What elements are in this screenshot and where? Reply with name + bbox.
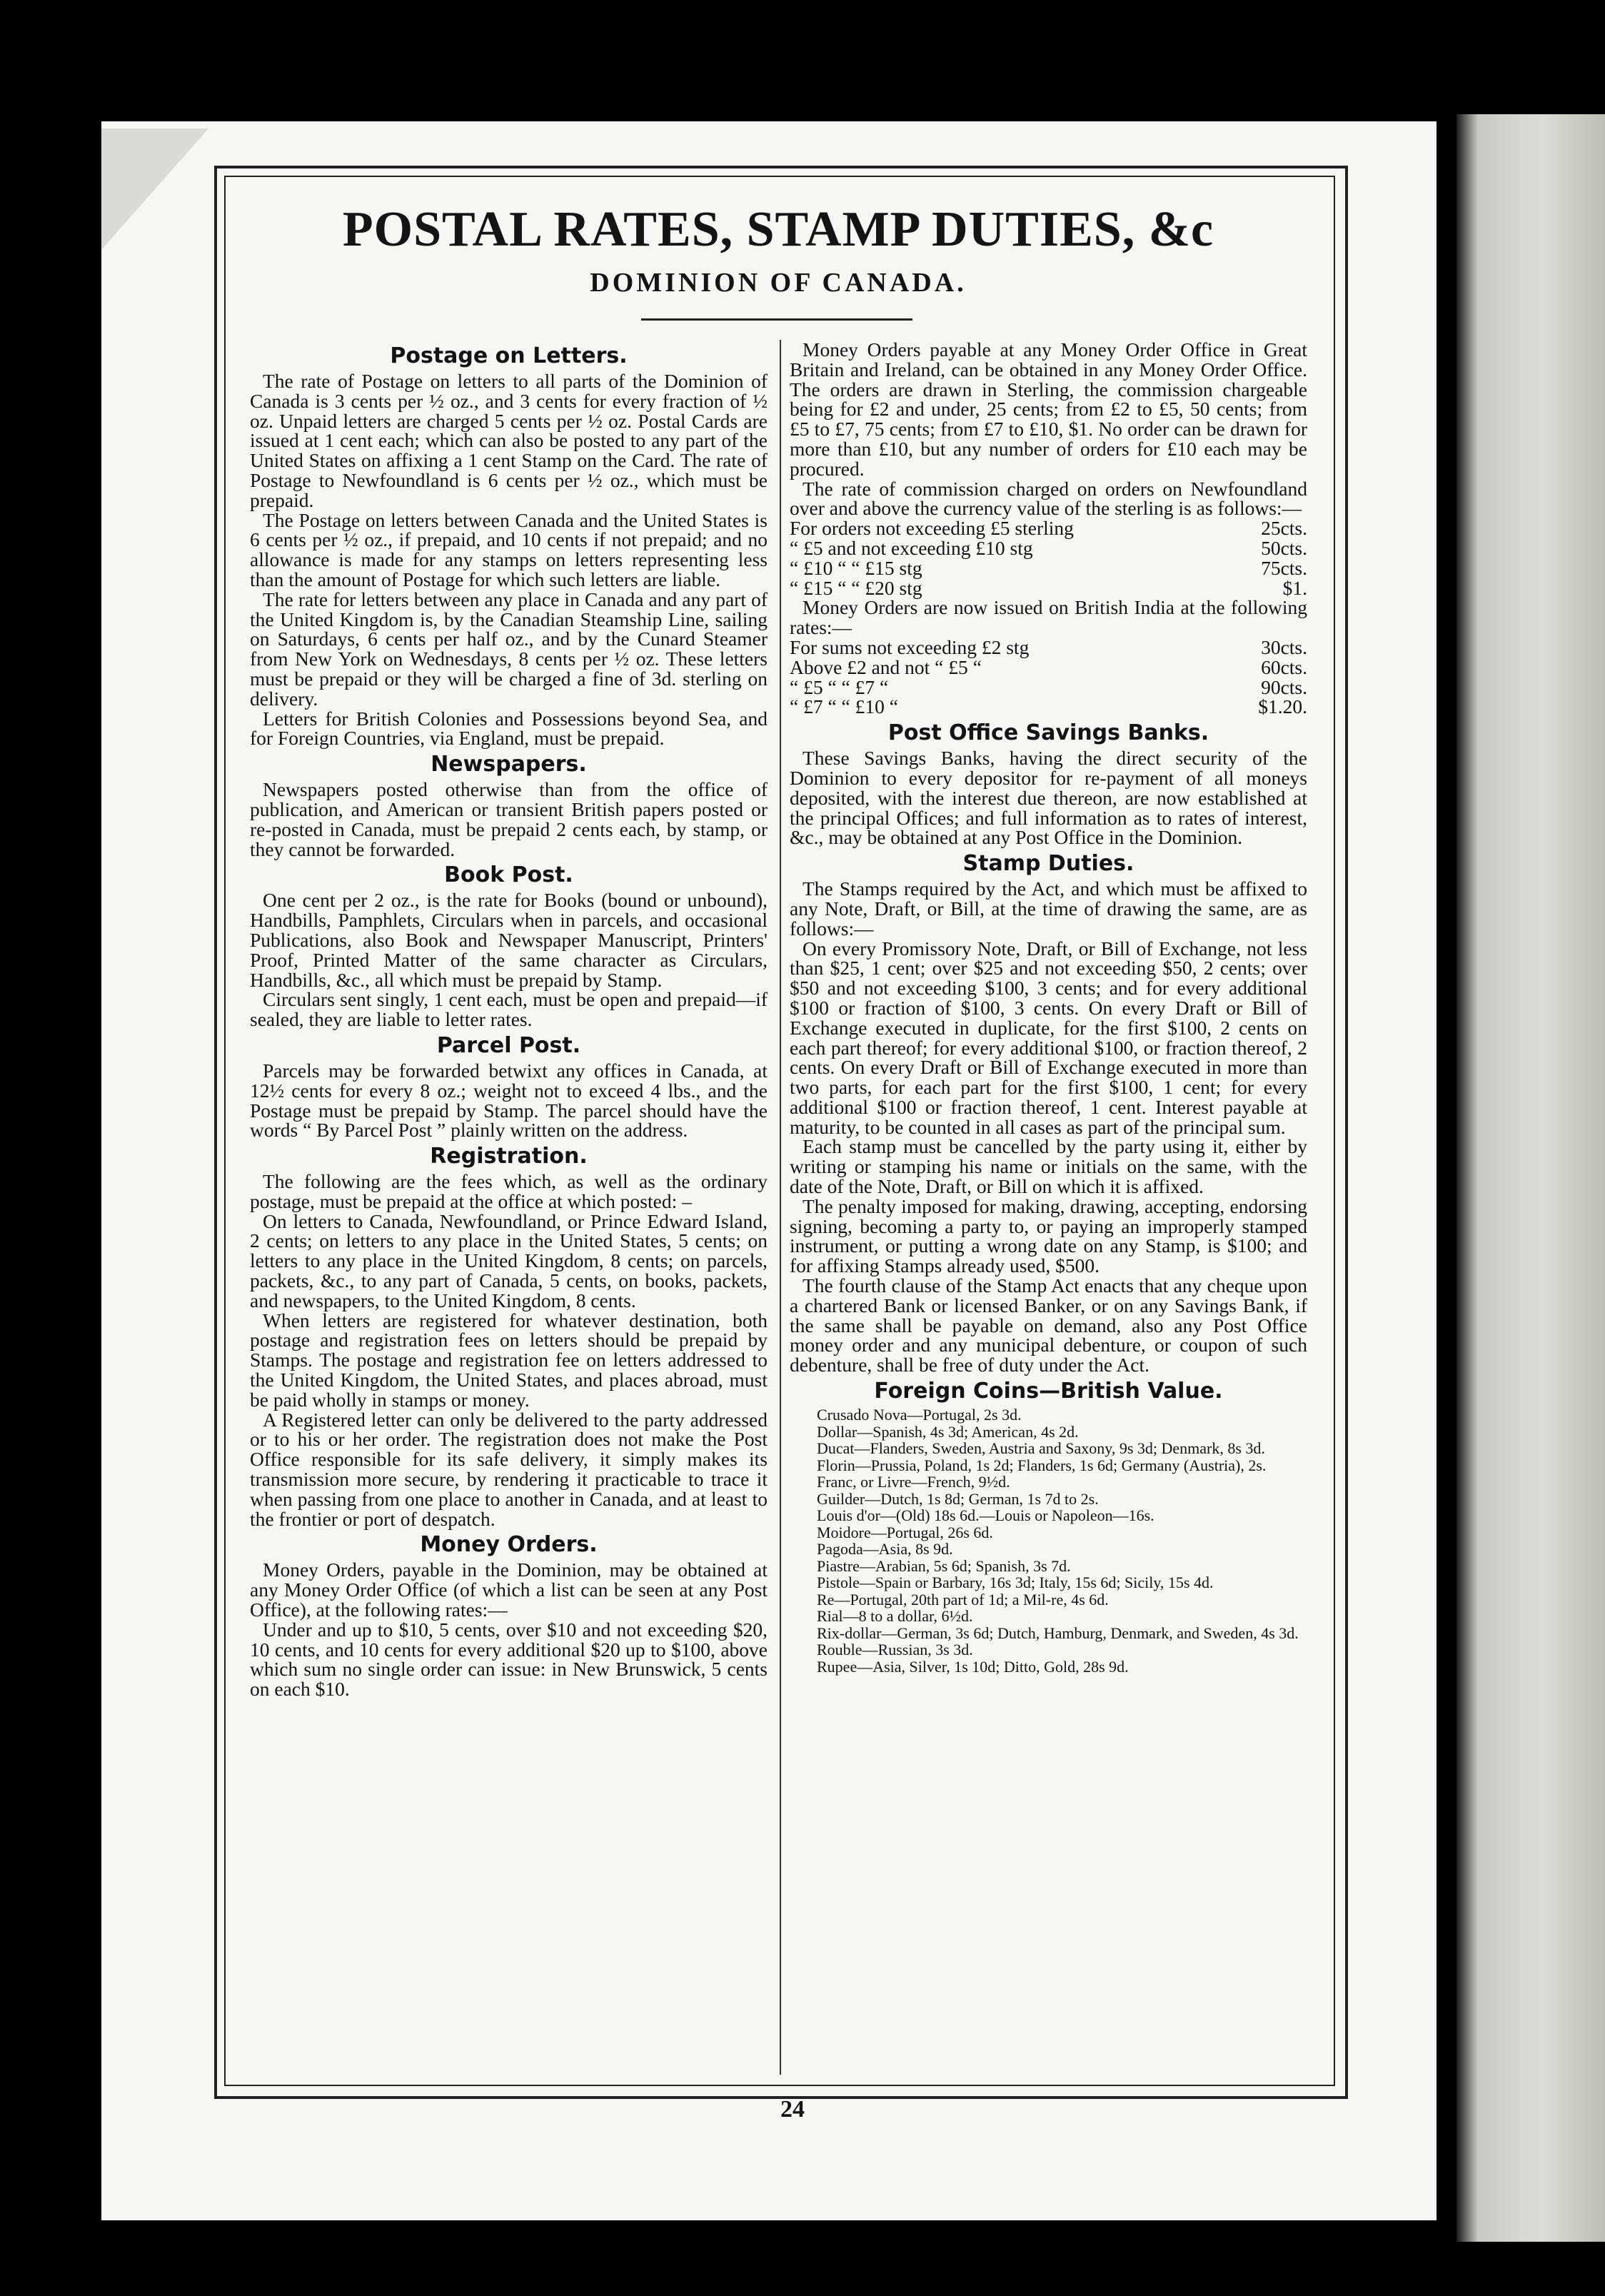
paragraph: When letters are registered for whatever destination, both postage and registration fees on letters should be prepaid by Stamps. The postage and registration fee on letters addressed to the United Kingdom, the United States, and places abroad, must be paid wholly in stamps or money. bbox=[250, 1309, 768, 1411]
list-item: Pagoda—Asia, 8s 9d. bbox=[817, 1540, 953, 1559]
page-title: POSTAL RATES, STAMP DUTIES, &c bbox=[342, 202, 1214, 257]
list-item: Re—Portugal, 20th part of 1d; a Mil-re, 4s 6d. bbox=[817, 1590, 1109, 1608]
list-item: Dollar—Spanish, 4s 3d; American, 4s 2d. bbox=[817, 1422, 1079, 1441]
section-postage-on-letters bbox=[250, 344, 768, 748]
rate-description: “ £5 and not exceeding £10 stg bbox=[790, 536, 1033, 559]
table-row bbox=[790, 558, 1307, 578]
folded-corner bbox=[101, 129, 208, 250]
title-rule bbox=[641, 318, 912, 321]
section-parcel-post bbox=[250, 1034, 768, 1140]
rate-description: For orders not exceeding £5 sterling bbox=[790, 517, 1074, 540]
table-row bbox=[790, 638, 1307, 658]
paragraph: Circulars sent singly, 1 cent each, must be open and prepaid—if sealed, they are liable to letter rates. bbox=[250, 988, 768, 1031]
paragraph: Parcels may be forwarded betwixt any offices in Canada, at 12½ cents for every 8 oz.; weight not to exceed 4 lbs., and the Postage must be prepaid by Stamp. The parcel should have the words “ By Parcel Post ” plainly written on the address. bbox=[250, 1059, 768, 1142]
table-row bbox=[790, 578, 1307, 598]
paragraph: The rate of Postage on letters to all parts of the Dominion of Canada is 3 cents per ½ oz., and 3 cents for every fraction of ½ oz. Unpaid letters are charged 5 cents per ½ oz. Postal Cards are issued at 1 cent each; which can also be posted to any part of the United States on affixing a 1 cent Stamp on the Card. The rate of Postage to Newfoundland is 6 cents per ½ oz., which must be prepaid. bbox=[250, 370, 768, 511]
paragraph: The penalty imposed for making, drawing, accepting, endorsing signing, becoming a party to, or paying an improperly stamped instrument, or putting a wrong date on any Stamp, is $100; and for affixing Stamps already used, $500. bbox=[790, 1194, 1307, 1277]
list-item: Louis d'or—(Old) 18s 6d.—Louis or Napoleon—16s. bbox=[817, 1506, 1154, 1525]
list-item: Crusado Nova—Portugal, 2s 3d. bbox=[817, 1406, 1022, 1424]
section-heading: Stamp Duties. bbox=[962, 851, 1134, 877]
rate-amount: $1. bbox=[1282, 576, 1307, 599]
coin-list bbox=[790, 1406, 1307, 1675]
list-item: Rix-dollar—German, 3s 6d; Dutch, Hamburg, Denmark, and Sweden, 4s 3d. bbox=[817, 1623, 1299, 1642]
list-item: Rupee—Asia, Silver, 1s 10d; Ditto, Gold, 28s 9d. bbox=[817, 1657, 1129, 1676]
rate-description: “ £7 “ “ £10 “ bbox=[790, 695, 898, 718]
section-stamp-duties bbox=[790, 852, 1307, 1375]
section-savings-banks bbox=[790, 721, 1307, 847]
paragraph: One cent per 2 oz., is the rate for Books (bound or unbound), Handbills, Pamphlets, Circulars when in parcels, and occasional Publications, also Book and Newspaper Manuscript, Printers' Proof, Printed Matter of the same character as Circulars, Handbills, &c., all which must be prepaid by Stamp. bbox=[250, 889, 768, 991]
paragraph: Money Orders are now issued on British India at the following rates:— bbox=[790, 596, 1307, 639]
rate-description: “ £10 “ “ £15 stg bbox=[790, 556, 922, 579]
paragraph: These Savings Banks, having the direct security of the Dominion to every depositor for re-payment of all moneys deposited, with the interest due thereon, are now established at the principal Offices; and full information as to rates of interest, &c., may be obtained at any Post Office in the Dominion. bbox=[790, 747, 1307, 849]
section-heading: Foreign Coins—British Value. bbox=[874, 1379, 1223, 1404]
table-row bbox=[790, 697, 1307, 717]
paragraph: A Registered letter can only be delivered to the party addressed or to his or her order. The registration does not make the Post Office responsible for its safe delivery, it simply makes its transmission more secure, by rendering it practicable to trace it when passing from one place to another in Canada, and at least to the frontier or port of despatch. bbox=[250, 1408, 768, 1530]
column-divider bbox=[780, 340, 781, 2075]
left-column bbox=[250, 340, 768, 1699]
list-item: Guilder—Dutch, 1s 8d; German, 1s 7d to 2s. bbox=[817, 1489, 1099, 1508]
section-money-orders-continued bbox=[790, 340, 1307, 717]
section-heading: Registration. bbox=[430, 1144, 588, 1169]
rate-amount: 30cts. bbox=[1261, 635, 1307, 658]
section-foreign-coins bbox=[790, 1379, 1307, 1675]
section-heading: Money Orders. bbox=[420, 1532, 598, 1558]
paragraph: Under and up to $10, 5 cents, over $10 and not exceeding $20, 10 cents, and 10 cents for every additional $20 up to $100, above which sum no single order can issue: in New Brunswick, 5 cents on each $10. bbox=[250, 1618, 768, 1701]
paragraph: The fourth clause of the Stamp Act enacts that any cheque upon a chartered Bank or licensed Banker, or on any Savings Bank, if the same shall be payable on demand, also any Post Office money order and any municipal debenture, or coupon of such debenture, shall be free of duty under the Act. bbox=[790, 1274, 1307, 1376]
section-registration bbox=[250, 1144, 768, 1529]
paragraph: Letters for British Colonies and Possessions beyond Sea, and for Foreign Countries, via England, must be prepaid. bbox=[250, 707, 768, 750]
right-column bbox=[790, 340, 1307, 1675]
paragraph: The rate for letters between any place in Canada and any part of the United Kingdom is, by the Canadian Steamship Line, sailing on Saturdays, 6 cents per half oz., and by the Cunard Steamer from New York on Wednesdays, 8 cents per ½ oz. These letters must be prepaid or they will be charged a fine of 3d. sterling on delivery. bbox=[250, 588, 768, 710]
list-item: Rial—8 to a dollar, 6½d. bbox=[817, 1607, 973, 1626]
paragraph: Money Orders, payable in the Dominion, may be obtained at any Money Order Office (of which a list can be seen at any Post Office), at the following rates:— bbox=[250, 1559, 768, 1621]
list-item: Piastre—Arabian, 5s 6d; Spanish, 3s 7d. bbox=[817, 1556, 1071, 1575]
section-newspapers bbox=[250, 752, 768, 859]
rate-amount: 90cts. bbox=[1261, 675, 1307, 698]
paragraph: The Stamps required by the Act, and which must be affixed to any Note, Draft, or Bill, at the time of drawing the same, are as follows:— bbox=[790, 877, 1307, 940]
paragraph: On every Promissory Note, Draft, or Bill of Exchange, not less than $25, 1 cent; over $25 and not exceeding $50, 2 cents; over $50 and not exceeding $100, 3 cents; and for every additional $100 or fraction of $100, 3 cents. On every Draft or Bill of Exchange executed in duplicate, for the first $100, 2 cents on each part thereof; for every additional $100, or fraction thereof, 2 cents. On every Draft or Bill of Exchange executed in more than two parts, for each part for the first $100, 1 cent; for every additional $100 or fraction thereof, 1 cent. Interest payable at maturity, to be counted in all cases as part of the principal sum. bbox=[790, 937, 1307, 1138]
paragraph: The Postage on letters between Canada and the United States is 6 cents per ½ oz., if prepaid, and 10 cents if not prepaid; and no allowance is made for any stamps on letters representing less than the amount of Postage for which such letters are liable. bbox=[250, 508, 768, 590]
section-book-post bbox=[250, 863, 768, 1029]
page-subtitle: DOMINION OF CANADA. bbox=[590, 268, 967, 298]
rate-amount: 50cts. bbox=[1261, 536, 1307, 559]
rate-description: “ £15 “ “ £20 stg bbox=[790, 576, 922, 599]
rate-amount: 25cts. bbox=[1261, 517, 1307, 540]
list-item: Moidore—Portugal, 26s 6d. bbox=[817, 1523, 993, 1541]
table-row bbox=[790, 678, 1307, 698]
section-heading: Parcel Post. bbox=[436, 1032, 581, 1058]
paragraph: On letters to Canada, Newfoundland, or Prince Edward Island, 2 cents; on letters to any place in the United States, 5 cents; on letters to any place in the United Kingdom, 8 cents; on parcels, packets, &c., to any part of Canada, 5 cents, on books, packets, and newspapers, to the United Kingdom, 8 cents. bbox=[250, 1209, 768, 1311]
table-row bbox=[790, 538, 1307, 558]
list-item: Rouble—Russian, 3s 3d. bbox=[817, 1641, 973, 1659]
paragraph: Money Orders payable at any Money Order Office in Great Britain and Ireland, can be obtained in any Money Order Office. The orders are drawn in Sterling, the commission chargeable being for £2 and under, 25 cents; from £2 to £5, 50 cents; from £5 to £7, 75 cents; from £7 to £10, $1. No order can be drawn for more than £10, but any number of orders for £10 each may be procured. bbox=[790, 338, 1307, 480]
list-item: Florin—Prussia, Poland, 1s 2d; Flanders, 1s 6d; Germany (Austria), 2s. bbox=[817, 1456, 1267, 1474]
table-row bbox=[790, 518, 1307, 538]
sterling-commission-table bbox=[790, 518, 1307, 598]
section-money-orders bbox=[250, 1533, 768, 1699]
rate-description: Above £2 and not “ £5 “ bbox=[790, 655, 982, 678]
rate-description: For sums not exceeding £2 stg bbox=[790, 635, 1030, 658]
list-item: Ducat—Flanders, Sweden, Austria and Saxony, 9s 3d; Denmark, 8s 3d. bbox=[817, 1439, 1265, 1458]
paragraph: The rate of commission charged on orders on Newfoundland over and above the currency value of the sterling is as follows:— bbox=[790, 477, 1307, 520]
list-item: Franc, or Livre—French, 9½d. bbox=[817, 1473, 1010, 1491]
list-item: Pistole—Spain or Barbary, 16s 3d; Italy, 15s 6d; Sicily, 15s 4d. bbox=[817, 1574, 1214, 1592]
rate-amount: 75cts. bbox=[1261, 556, 1307, 579]
page-number: 24 bbox=[780, 2096, 805, 2123]
india-rates-table bbox=[790, 635, 1307, 718]
paragraph: The following are the fees which, as well as the ordinary postage, must be prepaid at the office at which posted: – bbox=[250, 1170, 768, 1212]
section-heading: Postage on Letters. bbox=[390, 343, 628, 368]
paragraph: Each stamp must be cancelled by the party using it, either by writing or stamping his name or initials on the same, with the date of the Note, Draft, or Bill on which it is affixed. bbox=[790, 1135, 1307, 1198]
rate-description: “ £5 “ “ £7 “ bbox=[790, 675, 889, 698]
section-heading: Post Office Savings Banks. bbox=[887, 720, 1209, 746]
adjacent-page-edge bbox=[1456, 114, 1605, 2242]
paragraph: Newspapers posted otherwise than from the office of publication, and American or transient British papers posted or re-posted in Canada, must be prepaid 2 cents each, by stamp, or they cannot be forwarded. bbox=[250, 778, 768, 860]
table-row bbox=[790, 658, 1307, 678]
section-heading: Book Post. bbox=[444, 862, 573, 888]
rate-amount: $1.20. bbox=[1258, 695, 1307, 718]
rate-amount: 60cts. bbox=[1261, 655, 1307, 678]
section-heading: Newspapers. bbox=[431, 752, 587, 777]
